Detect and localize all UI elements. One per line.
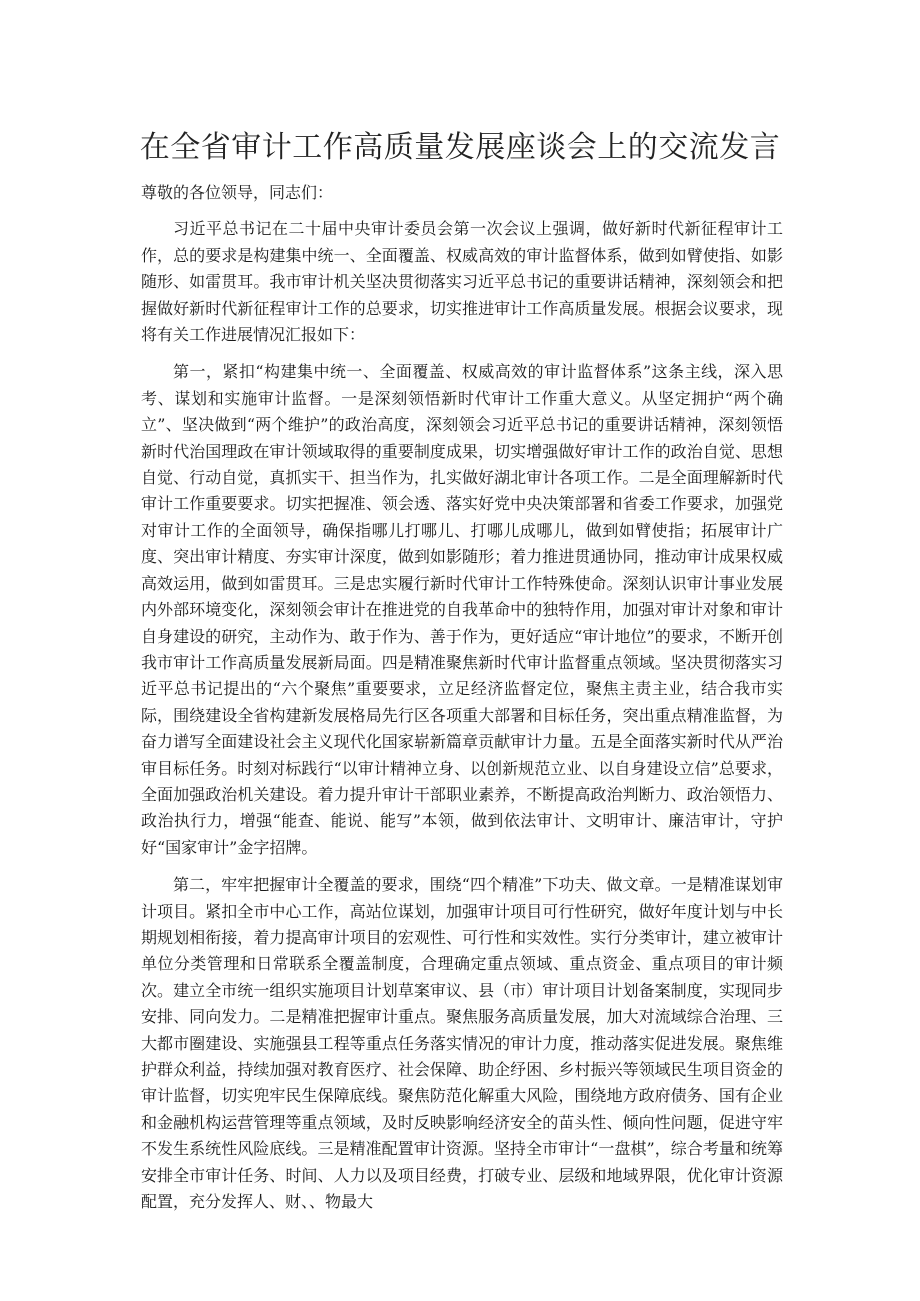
- paragraph-intro: 习近平总书记在二十届中央审计委员会第一次会议上强调，做好新时代新征程审计工作，总的要求是构建集中统一、全面覆盖、权威高效的审计监督体系，做到如臂使指、如影随形、如雷贯耳。我市审计机关坚决贯彻落实习近平总书记的重要讲话精神，深刻领会和把握做好新时代新征程审计工作的总要求，切实推进审计工作高质量发展。根据会议要求，现将有关工作进展情况汇报如下：: [141, 219, 783, 345]
- paragraph-first-point: 第一，紧扣“构建集中统一、全面覆盖、权威高效的审计监督体系”这条主线，深入思考、谋划和实施审计监督。一是深刻领悟新时代审计工作重大意义。从坚定拥护“两个确立”、坚决做到“两个维护”的政治高度，深刻领会习近平总书记的重要讲话精神，深刻领悟新时代治国理政在审计领域取得的重要制度成果，切实增强做好审计工作的政治自觉、思想自觉、行动自觉，真抓实干、担当作为，扎实做好湖北审计各项工作。二是全面理解新时代审计工作重要要求。切实把握准、领会透、落实好党中央决策部署和省委工作要求，加强党对审计工作的全面领导，确保指哪儿打哪儿、打哪儿成哪儿，做到如臂使指；拓展审计广度、突出审计精度、夯实审计深度，做到如影随形；着力推进贯通协同，推动审计成果权威高效运用，做到如雷贯耳。三是忠实履行新时代审计工作特殊使命。深刻认识审计事业发展内外部环境变化，深刻领会审计在推进党的自我革命中的独特作用，加强对审计对象和审计自身建设的研究，主动作为、敢于作为、善于作为，更好适应“审计地位”的要求，不断开创我市审计工作高质量发展新局面。四是精准聚焦新时代审计监督重点领域。坚决贯彻落实习近平总书记提出的“六个聚焦”重要要求，立足经济监督定位，聚焦主责主业，结合我市实际，围绕建设全省构建新发展格局先行区各项重大部署和目标任务，突出重点精准监督，为奋力谱写全面建设社会主义现代化国家崭新篇章贡献审计力量。五是全面落实新时代从严治审目标任务。时刻对标践行“以审计精神立身、以创新规范立业、以自身建设立信”总要求，全面加强政治机关建设。着力提升审计干部职业素养，不断提高政治判断力、政治领悟力、政治执行力，增强“能查、能说、能写”本领，做到依法审计、文明审计、廉洁审计，守护好“国家审计”金字招牌。: [141, 362, 783, 857]
- document-body: [141, 180, 783, 1226]
- paragraph-second-point: 第二，牢牢把握审计全覆盖的要求，围绕“四个精准”下功夫、做文章。一是精准谋划审计项目。紧扣全市中心工作，高站位谋划，加强审计项目可行性研究，做好年度计划与中长期规划相衔接，着力提高审计项目的宏观性、可行性和实效性。实行分类审计，建立被审计单位分类管理和日常联系全覆盖制度，合理确定重点领域、重点资金、重点项目的审计频次。建立全市统一组织实施项目计划草案审议、县（市）审计项目计划备案制度，实现同步安排、同向发力。二是精准把握审计重点。聚焦服务高质量发展，加大对流域综合治理、三大都市圈建设、实施强县工程等重点任务落实情况的审计力度，推动落实促进发展。聚焦维护群众利益，持续加强对教育医疗、社会保障、助企纾困、乡村振兴等领域民生项目资金的审计监督，切实兜牢民生保障底线。聚焦防范化解重大风险，围绕地方政府债务、国有企业和金融机构运营管理等重点领域，及时反映影响经济安全的苗头性、倾向性问题，促进守牢不发生系统性风险底线。三是精准配置审计资源。坚持全市审计“一盘棋”，综合考量和统筹安排全市审计任务、时间、人力以及项目经费，打破专业、层级和地域界限，优化审计资源配置，充分发挥人、财、、物最大: [141, 875, 783, 1212]
- salutation: 尊敬的各位领导，同志们：: [141, 183, 334, 202]
- document-title: 在全省审计工作高质量发展座谈会上的交流发言: [139, 130, 781, 165]
